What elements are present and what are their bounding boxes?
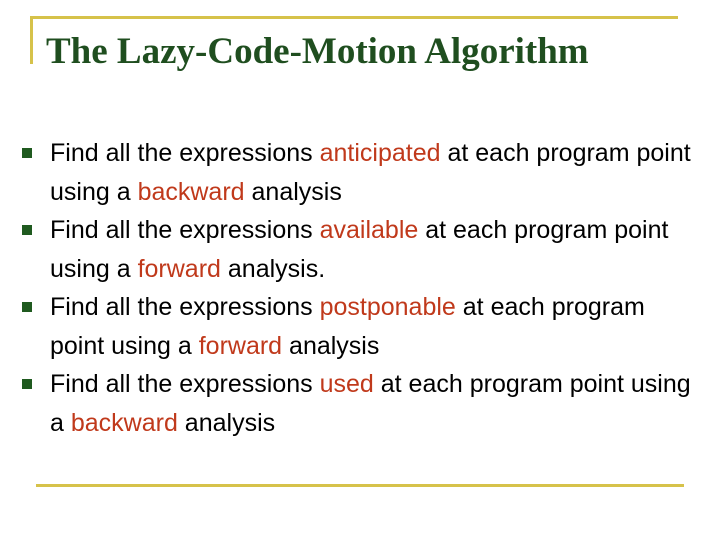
bullet-text-mid: at each program point using a bbox=[50, 139, 691, 206]
square-bullet-icon bbox=[22, 148, 32, 158]
bullet-text-pre: Find all the expressions bbox=[50, 216, 320, 244]
bullet-text-post: analysis bbox=[282, 331, 380, 360]
bullet-text-pre: Find all the expressions bbox=[50, 370, 320, 398]
bullet-direction: forward bbox=[137, 254, 221, 283]
bullet-text-post: analysis bbox=[244, 177, 342, 206]
square-bullet-icon bbox=[22, 379, 32, 389]
bullet-item-anticipated bbox=[20, 134, 700, 211]
square-bullet-icon bbox=[22, 302, 32, 312]
bullet-text-mid: at each program point using a bbox=[50, 293, 645, 360]
bullet-item-postponable bbox=[20, 288, 700, 365]
bullet-text-post: analysis bbox=[177, 408, 276, 437]
bullet-keyword: used bbox=[319, 370, 374, 398]
slide-title: The Lazy-Code-Motion Algorithm bbox=[46, 31, 589, 72]
square-bullet-icon bbox=[22, 225, 32, 235]
frame-bottom-line bbox=[36, 484, 684, 487]
bullet-text-mid: at each program point using a bbox=[50, 370, 691, 437]
bullet-keyword: postponable bbox=[319, 293, 456, 321]
frame-top-line bbox=[30, 16, 678, 19]
bullet-text-pre: Find all the expressions bbox=[50, 293, 320, 321]
bullet-item-available bbox=[20, 211, 700, 288]
bullet-list bbox=[20, 134, 700, 442]
frame-left-line bbox=[30, 16, 33, 64]
bullet-text-post: analysis. bbox=[220, 254, 326, 283]
bullet-keyword: available bbox=[319, 216, 419, 244]
bullet-text-mid: at each program point using a bbox=[50, 216, 669, 283]
bullet-direction: backward bbox=[70, 408, 178, 437]
bullet-text-pre: Find all the expressions bbox=[50, 139, 320, 167]
bullet-direction: backward bbox=[137, 177, 245, 206]
bullet-item-used bbox=[20, 365, 700, 442]
bullet-direction: forward bbox=[198, 331, 283, 360]
bullet-keyword: anticipated bbox=[319, 139, 441, 167]
